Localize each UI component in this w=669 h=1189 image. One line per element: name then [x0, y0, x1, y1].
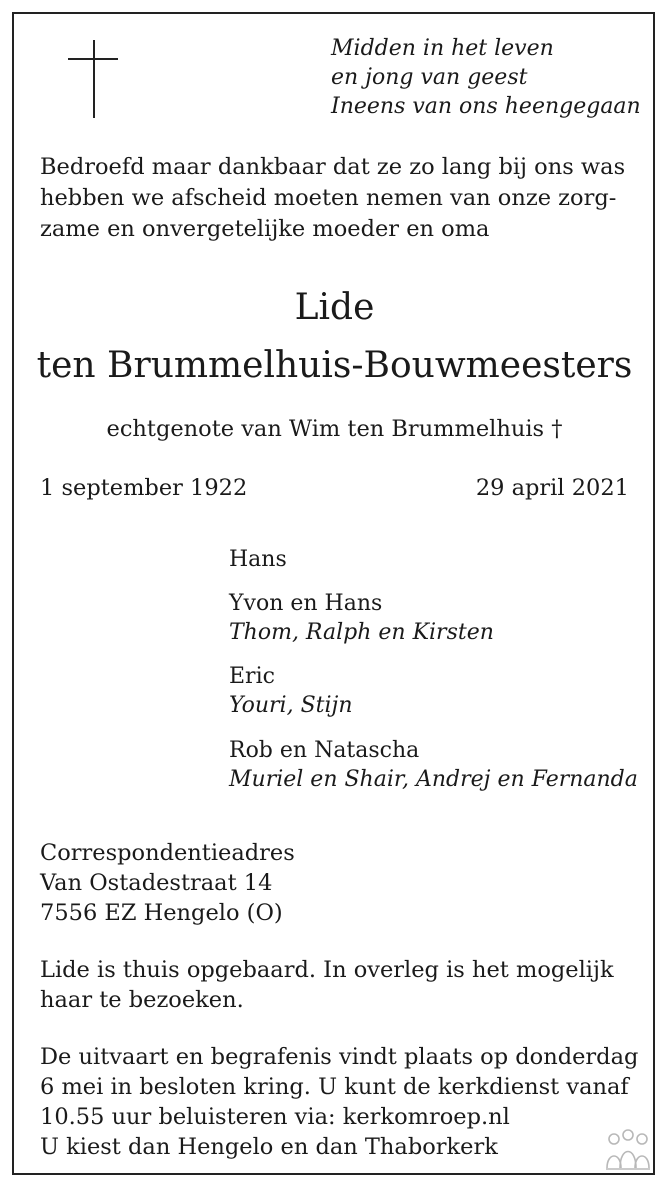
funeral-line: U kiest dan Hengelo en dan Thaborkerk	[40, 1134, 498, 1160]
family-member: Rob en Natascha	[229, 738, 420, 763]
intro-line: Bedroefd maar dankbaar dat ze zo lang bij ons was	[40, 154, 626, 180]
correspondence-address	[40, 838, 640, 928]
visit-line: haar te bezoeken.	[40, 987, 244, 1013]
intro-text	[40, 152, 632, 245]
address-line: Correspondentieadres	[40, 840, 295, 866]
people-group-icon	[604, 1128, 652, 1172]
cross-horizontal	[68, 58, 118, 60]
family-member: Hans	[229, 547, 287, 572]
family-member: Eric	[229, 664, 275, 689]
poem-line: Ineens van ons heengegaan	[331, 94, 641, 119]
address-line: Van Ostadestraat 14	[40, 870, 273, 896]
intro-line: zame en onvergetelijke moeder en oma	[40, 216, 490, 242]
poem-line: Midden in het leven	[331, 36, 554, 61]
deceased-first-name: Lide	[294, 287, 375, 328]
poem-line: en jong van geest	[331, 65, 528, 90]
family-member: Yvon en Hans	[229, 591, 383, 616]
birth-date: 1 september 1922	[40, 475, 248, 501]
grandchildren: Muriel en Shair, Andrej en Fernanda	[229, 767, 638, 792]
visit-line: Lide is thuis opgebaard. In overleg is het mogelijk	[40, 957, 614, 983]
funeral-line: 10.55 uur beluisteren via: kerkomroep.nl	[40, 1104, 510, 1130]
grandchildren: Youri, Stijn	[229, 693, 353, 718]
death-date: 29 april 2021	[475, 475, 629, 501]
spouse-line: echtgenote van Wim ten Brummelhuis †	[106, 416, 563, 442]
funeral-line: De uitvaart en begrafenis vindt plaats op donderdag	[40, 1044, 639, 1070]
cross-vertical	[93, 40, 95, 118]
funeral-info	[40, 1042, 640, 1162]
poem	[331, 34, 641, 121]
deceased-full-name: ten Brummelhuis-Bouwmeesters	[36, 345, 633, 386]
address-line: 7556 EZ Hengelo (O)	[40, 900, 283, 926]
visit-info	[40, 955, 640, 1015]
grandchildren: Thom, Ralph en Kirsten	[229, 620, 494, 645]
intro-line: hebben we afscheid moeten nemen van onze zorg-	[40, 185, 617, 211]
funeral-line: 6 mei in besloten kring. U kunt de kerkdienst vanaf	[40, 1074, 629, 1100]
